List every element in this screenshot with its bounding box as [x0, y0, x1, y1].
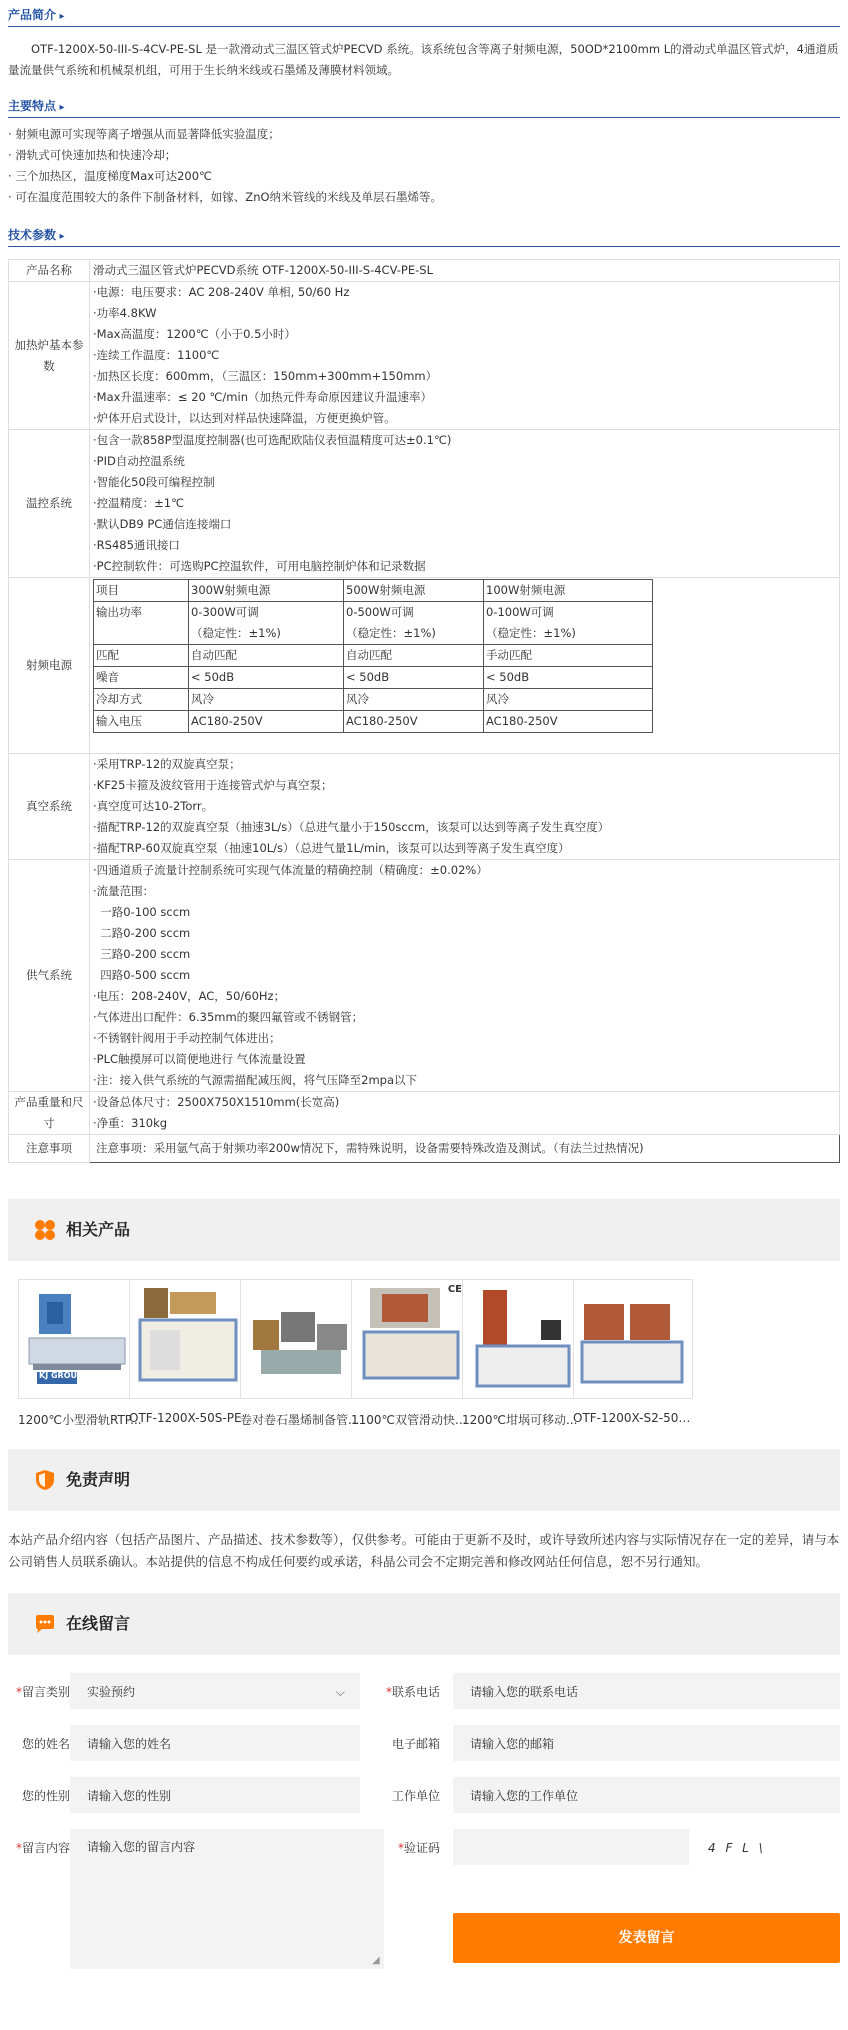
spec-label: 温控系统 — [9, 430, 90, 578]
rf-cell: 输出功率 — [94, 602, 189, 645]
product-card[interactable] — [462, 1279, 586, 1428]
rf-cell: 冷却方式 — [94, 689, 189, 711]
type-select[interactable]: 实验预约 ⌵ — [70, 1673, 360, 1709]
product-caption[interactable]: 1200℃小型滑轨RTP... — [18, 1413, 142, 1427]
product-caption[interactable]: 1100℃双管滑动快... — [351, 1413, 467, 1427]
rf-row — [94, 689, 653, 711]
rf-header-cell: 300W射频电源 — [189, 580, 344, 602]
rf-row — [94, 667, 653, 689]
spec-title: 技术参数 ▸ — [8, 228, 65, 242]
product-image[interactable] — [462, 1279, 582, 1399]
submit-button[interactable]: 发表留言 — [453, 1913, 840, 1963]
spec-table — [8, 259, 840, 1163]
field-label: 您的姓名 — [21, 1737, 70, 1751]
spec-line: ·流量范围： — [93, 884, 155, 898]
spec-line: ·描配TRP-12的双旋真空泵（抽速3L/s）（总进气量小于150sccm，该泵可以达到等离子发生真空度） — [93, 820, 610, 834]
product-card[interactable] — [240, 1279, 364, 1428]
captcha-input[interactable] — [453, 1829, 689, 1865]
spec-line: ·真空度可达10-2Torr。 — [93, 799, 214, 813]
spec-line: ·四通道质子流量计控制系统可实现气体流量的精确控制（精确度：±0.02%） — [93, 863, 488, 877]
spec-label: 产品名称 — [9, 260, 90, 282]
spec-row-name — [9, 260, 840, 282]
spec-line: ·电源：电压要求：AC 208-240V 单相, 50/60 Hz — [93, 285, 350, 299]
spec-note-value: 注意事项：采用氩气高于射频功率200w情况下，需特殊说明，设备需要特殊改造及测试。（有法兰过热情况) — [90, 1135, 840, 1163]
rf-cell: AC180-250V — [344, 711, 484, 733]
product-card[interactable] — [573, 1279, 697, 1425]
related-header — [8, 1199, 840, 1261]
field-label: 电子邮箱 — [391, 1737, 440, 1751]
rf-cell: 自动匹配 — [344, 645, 484, 667]
feature-item: · 可在温度范围较大的条件下制备材料，如镓、ZnO纳米管线的米线及单层石墨烯等。 — [8, 187, 840, 208]
spec-line: ·默认DB9 PC通信连接端口 — [93, 517, 232, 531]
spec-line: ·设备总体尺寸：2500X750X1510mm(长宽高) — [93, 1095, 340, 1109]
spec-line: ·Max升温速率：≤ 20 ℃/min（加热元件寿命原因建议升温速率） — [93, 390, 432, 404]
features-heading — [8, 95, 840, 118]
spec-weight-values — [90, 1092, 840, 1135]
product-image[interactable] — [573, 1279, 693, 1399]
product-card[interactable] — [18, 1279, 142, 1428]
spec-label: 注意事项 — [9, 1135, 90, 1163]
spec-line: ·PLC触摸屏可以简便地进行 气体流量设置 — [93, 1052, 306, 1066]
spec-line: ·功率4.8KW — [93, 306, 157, 320]
content-textarea[interactable]: 请输入您的留言内容 — [70, 1829, 384, 1969]
spec-line: ·气体进出口配件：6.35mm的聚四氟管或不锈钢管； — [93, 1010, 364, 1024]
spec-line: ·加热区长度：600mm，（三温区：150mm+300mm+150mm） — [93, 369, 438, 383]
product-card[interactable] — [129, 1279, 253, 1425]
spec-heading — [8, 224, 840, 247]
product-image[interactable] — [240, 1279, 360, 1399]
product-card[interactable] — [351, 1279, 475, 1428]
rf-cell: 0-100W可调 （稳定性：±1%) — [484, 602, 653, 645]
spec-row-weight — [9, 1092, 840, 1135]
chevron-down-icon: ⌵ — [335, 1685, 345, 1699]
feature-item: · 三个加热区，温度梯度Max可达200℃ — [8, 166, 840, 187]
spec-line: ·不锈钢针阀用于手动控制气体进出； — [93, 1031, 281, 1045]
captcha-image[interactable]: 4 F L \ — [708, 1841, 766, 1855]
rf-row — [94, 711, 653, 733]
spec-line: ·采用TRP-12的双旋真空泵； — [93, 757, 241, 771]
rf-cell: 输入电压 — [94, 711, 189, 733]
spec-line: ·连续工作温度：1100℃ — [93, 348, 220, 362]
grid-icon — [34, 1219, 56, 1241]
product-image[interactable] — [351, 1279, 471, 1399]
features-title: 主要特点 ▸ — [8, 99, 65, 113]
rf-header-cell: 500W射频电源 — [344, 580, 484, 602]
spec-line: ·Max高温度：1200℃（小于0.5小时） — [93, 327, 296, 341]
rf-cell: 匹配 — [94, 645, 189, 667]
message-form — [8, 1673, 840, 2003]
spec-line: ·电压：208-240V，AC，50/60Hz； — [93, 989, 286, 1003]
email-input[interactable]: 请输入您的邮箱 — [453, 1725, 840, 1761]
spec-furnace-values — [90, 282, 840, 430]
spec-label: 真空系统 — [9, 754, 90, 860]
rf-cell: 自动匹配 — [189, 645, 344, 667]
intro-heading — [8, 4, 840, 27]
rf-cell: 风冷 — [484, 689, 653, 711]
rf-header-cell: 100W射频电源 — [484, 580, 653, 602]
field-label: *留言类别 — [15, 1685, 70, 1699]
spec-line: 四路0-500 sccm — [93, 968, 191, 982]
product-image[interactable] — [18, 1279, 138, 1399]
product-caption[interactable]: OTF-1200X-S2-50S... — [573, 1411, 697, 1425]
gender-input[interactable]: 请输入您的性别 — [70, 1777, 360, 1813]
spec-line: ·RS485通讯接口 — [93, 538, 180, 552]
message-header — [8, 1593, 840, 1655]
rf-cell: 0-500W可调 （稳定性：±1%) — [344, 602, 484, 645]
spec-gas-values — [90, 860, 840, 1092]
spec-line: ·KF25卡箍及波纹管用于连接管式炉与真空泵； — [93, 778, 333, 792]
product-caption[interactable]: OTF-1200X-50S-PE — [129, 1411, 242, 1425]
disclaimer-title: 免责声明 — [66, 1470, 131, 1489]
rf-cell: < 50dB — [344, 667, 484, 689]
spec-vacuum-values — [90, 754, 840, 860]
spec-label: 产品重量和尺寸 — [9, 1092, 90, 1135]
field-email — [348, 1725, 840, 1763]
spec-line: ·注：接入供气系统的气源需描配减压阀，将气压降至2mpa以下 — [93, 1073, 418, 1087]
spec-row-furnace — [9, 282, 840, 430]
feature-item: · 滑轨式可快速加热和快速冷却； — [8, 145, 840, 166]
rf-cell: AC180-250V — [189, 711, 344, 733]
rf-cell: 0-300W可调 （稳定性：±1%) — [189, 602, 344, 645]
rf-row — [94, 602, 653, 645]
spec-line: 二路0-200 sccm — [93, 926, 191, 940]
spec-row-temp — [9, 430, 840, 578]
spec-line: ·PC控制软件：可选购PC控温软件，可用电脑控制炉体和记录数据 — [93, 559, 426, 573]
rf-header-cell: 项目 — [94, 580, 189, 602]
field-label: 工作单位 — [391, 1789, 440, 1803]
spec-label: 射频电源 — [9, 578, 90, 754]
spec-row-note — [9, 1135, 840, 1163]
spec-row-gas — [9, 860, 840, 1092]
product-badge: KJ GROUP — [39, 1371, 83, 1380]
spec-line: ·炉体开启式设计，以达到对样品快速降温，方便更换炉管。 — [93, 411, 396, 425]
disclaimer-text: 本站产品介绍内容（包括产品图片、产品描述、技术参数等），仅供参考。可能由于更新不及时，或许导致所述内容与实际情况存在一定的差异，请与本公司销售人员联系确认。本站提供的信息不构成任何要约或承诺，科晶公司会不定期完善和修改网站任何信息，恕不另行通知。 — [8, 1532, 840, 1569]
chat-icon — [34, 1613, 56, 1635]
intro-text: OTF-1200X-50-III-S-4CV-PE-SL 是一款滑动式三温区管式炉PECVD 系统。该系统包含等离子射频电源，50OD*2100mm L的滑动式单温区管式炉，4通道质量流量供气系统和机械泵机组，可用于生长纳米线或石墨烯及薄膜材料领域。 — [8, 42, 839, 77]
spec-name-value: 滑动式三温区管式炉PECVD系统 OTF-1200X-50-III-S-4CV-PE-SL — [90, 260, 840, 282]
rf-row — [94, 645, 653, 667]
company-input[interactable]: 请输入您的工作单位 — [453, 1777, 840, 1813]
spec-line: ·描配TRP-60双旋真空泵（抽速10L/s）（总进气量1L/min，该泵可以达到等离子发生真空度） — [93, 841, 570, 855]
related-title: 相关产品 — [66, 1220, 131, 1239]
intro-title: 产品简介 ▸ — [8, 8, 65, 22]
spec-label: 供气系统 — [9, 860, 90, 1092]
spec-line: ·控温精度：±1℃ — [93, 496, 185, 510]
spec-line: ·净重：310kg — [93, 1116, 168, 1130]
product-image[interactable] — [129, 1279, 249, 1399]
rf-cell: 风冷 — [189, 689, 344, 711]
feature-item: · 射频电源可实现等离子增强从而显著降低实验温度； — [8, 124, 840, 145]
field-label: 您的性别 — [21, 1789, 70, 1803]
spec-label: 加热炉基本参数 — [9, 282, 90, 430]
field-phone — [348, 1673, 840, 1711]
rf-cell: 手动匹配 — [484, 645, 653, 667]
spec-line: ·包含一款858P型温度控制器(也可选配欧陆仪表恒温精度可达±0.1℃) — [93, 433, 452, 447]
field-captcha — [348, 1829, 840, 1867]
rf-cell: < 50dB — [484, 667, 653, 689]
related-products — [8, 1279, 840, 1449]
spec-rf-values — [90, 578, 840, 754]
field-company — [348, 1777, 840, 1815]
resize-handle-icon[interactable]: ◢ — [372, 1955, 380, 1966]
name-input[interactable]: 请输入您的姓名 — [70, 1725, 360, 1761]
rf-header-row — [94, 580, 653, 602]
spec-line: ·智能化50段可编程控制 — [93, 475, 215, 489]
disclaimer-header — [8, 1449, 840, 1511]
field-label: *验证码 — [397, 1841, 440, 1855]
rf-cell: 风冷 — [344, 689, 484, 711]
product-caption[interactable]: 卷对卷石墨烯制备管... — [240, 1413, 360, 1427]
message-title: 在线留言 — [66, 1614, 131, 1633]
rf-cell: 噪音 — [94, 667, 189, 689]
product-badge: CE — [447, 1284, 462, 1295]
features-list — [8, 118, 840, 220]
spec-line: ·PID自动控温系统 — [93, 454, 185, 468]
spec-row-rf — [9, 578, 840, 754]
spec-temp-values — [90, 430, 840, 578]
spec-line: 三路0-200 sccm — [93, 947, 191, 961]
rf-table — [93, 579, 653, 733]
spec-row-vacuum — [9, 754, 840, 860]
phone-input[interactable]: 请输入您的联系电话 — [453, 1673, 840, 1709]
field-label: *联系电话 — [385, 1685, 440, 1699]
shield-icon — [34, 1469, 56, 1491]
field-label: *留言内容 — [15, 1841, 70, 1855]
rf-cell: AC180-250V — [484, 711, 653, 733]
spec-line: 一路0-100 sccm — [93, 905, 191, 919]
product-caption[interactable]: 1200℃坩埚可移动... — [462, 1413, 578, 1427]
page — [8, 0, 840, 2003]
rf-cell: < 50dB — [189, 667, 344, 689]
